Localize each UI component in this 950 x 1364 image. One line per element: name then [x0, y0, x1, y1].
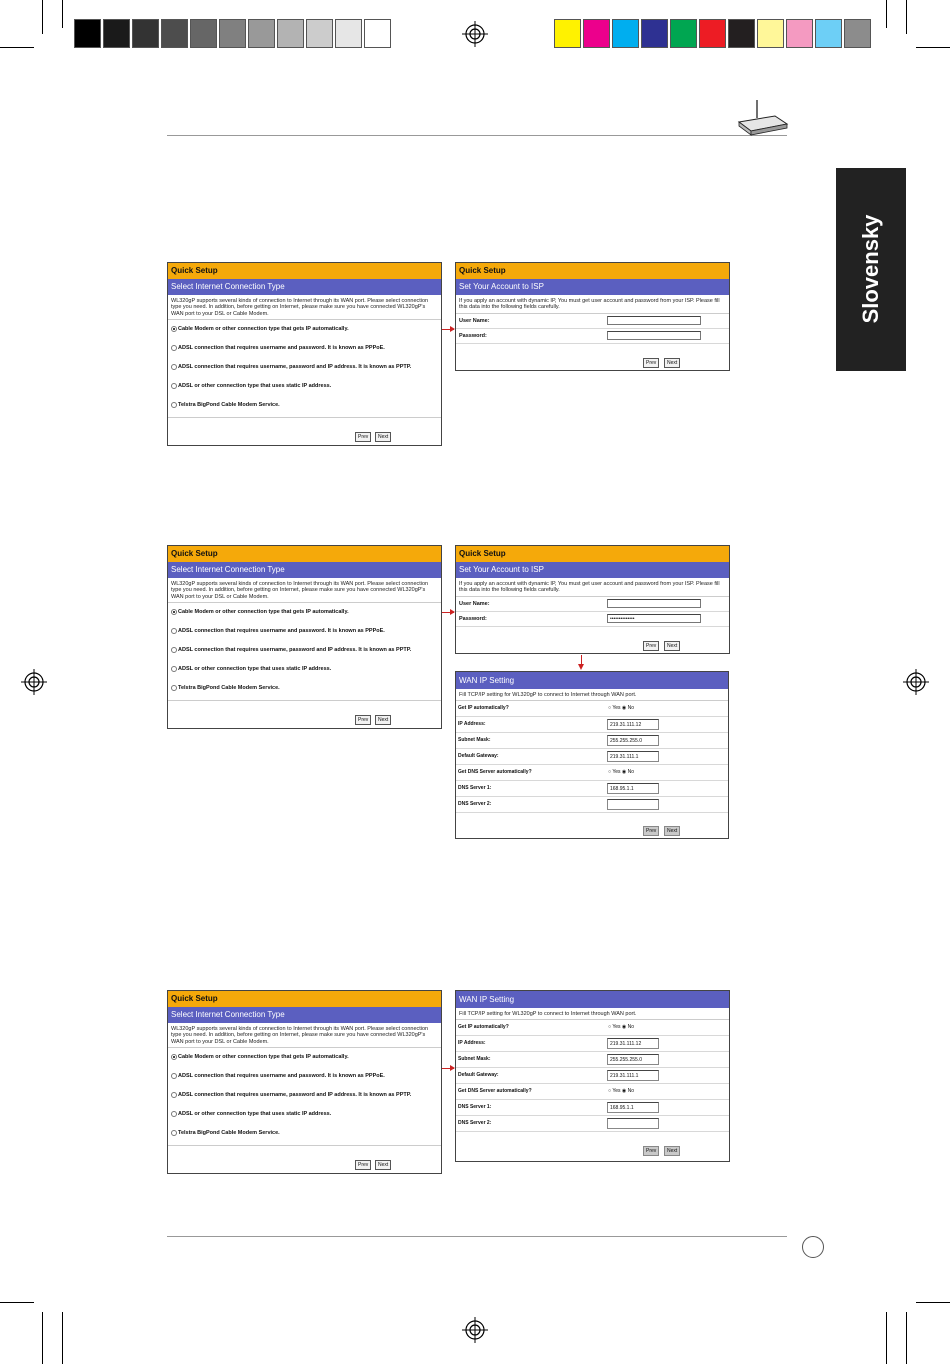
user-name-label: User Name: [459, 600, 490, 607]
color-swatch [306, 19, 333, 48]
next-button[interactable]: Next [375, 432, 391, 442]
registration-mark-icon [903, 669, 929, 695]
get-dns-radio[interactable]: ○ Yes ◉ No [608, 769, 635, 776]
get-ip-radio[interactable]: ○ Yes ◉ No [608, 1024, 635, 1031]
header-rule [167, 135, 787, 136]
dns1-input[interactable]: 168.95.1.1 [607, 783, 659, 794]
subnet-mask-input[interactable]: 255.255.255.0 [607, 735, 659, 746]
next-button[interactable]: Next [664, 641, 680, 651]
ip-label: IP Address: [458, 1040, 486, 1047]
get-dns-label: Get DNS Server automatically? [458, 769, 532, 776]
ip-address-input[interactable]: 219.31.111.12 [607, 719, 659, 730]
color-swatch [248, 19, 275, 48]
panel-title: WAN IP Setting [456, 991, 729, 1008]
panel-description: WL320gP supports several kinds of connection to Internet through its WAN port. Please select connection type you need. In addition, before getting on Internet, please make sure you have connected WL320gP's WAN port to your DSL or Cable Modem. [168, 1023, 441, 1048]
registration-mark-icon [462, 1317, 488, 1343]
option-static-ip[interactable]: ADSL or other connection type that uses static IP address. [168, 1105, 441, 1124]
color-swatch [103, 19, 130, 48]
panel-description: WL320gP supports several kinds of connection to Internet through its WAN port. Please select connection type you need. In addition, before getting on Internet, please make sure you have connected WL320gP's WAN port to your DSL or Cable Modem. [168, 578, 441, 603]
color-swatch [641, 19, 668, 48]
dns2-label: DNS Server 2: [458, 1120, 492, 1127]
yes-label: Yes [612, 769, 621, 776]
footer-rule [167, 1236, 787, 1237]
dns2-input[interactable] [607, 799, 659, 810]
no-label: No [627, 769, 635, 776]
prev-button[interactable]: Prev [355, 1160, 371, 1170]
password-input[interactable] [607, 331, 701, 340]
option-static-ip[interactable]: ADSL or other connection type that uses static IP address. [168, 660, 441, 679]
option-pppoe[interactable]: ADSL connection that requires username and password. It is known as PPPoE. [168, 1067, 441, 1086]
prev-button[interactable]: Prev [643, 641, 659, 651]
color-swatch [786, 19, 813, 48]
isp-account-panel [455, 545, 730, 654]
no-label: No [627, 705, 635, 712]
get-dns-label: Get DNS Server automatically? [458, 1088, 532, 1095]
panel-description: If you apply an account with dynamic IP, You must get user account and password from your ISP. Please fill this data into the following fields carefully. [456, 295, 729, 314]
yes-label: Yes [612, 1088, 621, 1095]
user-name-input[interactable] [607, 599, 701, 608]
prev-button[interactable]: Prev [355, 432, 371, 442]
prev-button[interactable]: Prev [355, 715, 371, 725]
color-swatch [815, 19, 842, 48]
wan-ip-panel [455, 671, 729, 839]
mask-label: Subnet Mask: [458, 1056, 491, 1063]
next-button[interactable]: Next [375, 715, 391, 725]
router-icon [735, 98, 789, 138]
next-button[interactable]: Next [375, 1160, 391, 1170]
panel-title: Quick Setup [456, 263, 729, 279]
gateway-label: Default Gateway: [458, 1072, 499, 1079]
page-number-circle [802, 1236, 824, 1258]
user-name-label: User Name: [459, 317, 490, 324]
panel-description: Fill TCP/IP setting for WL320gP to connect to Internet through WAN port. [456, 689, 728, 701]
next-button[interactable]: Next [664, 826, 680, 836]
arrow-icon [442, 329, 454, 330]
option-static-ip[interactable]: ADSL or other connection type that uses static IP address. [168, 377, 441, 396]
color-swatch [277, 19, 304, 48]
mask-label: Subnet Mask: [458, 737, 491, 744]
password-label: Password: [459, 332, 487, 339]
dns2-label: DNS Server 2: [458, 801, 492, 808]
subnet-mask-input[interactable]: 255.255.255.0 [607, 1054, 659, 1065]
user-name-input[interactable] [607, 316, 701, 325]
color-swatch [132, 19, 159, 48]
dns1-input[interactable]: 168.95.1.1 [607, 1102, 659, 1113]
panel-title: Quick Setup [168, 546, 441, 562]
panel-title: WAN IP Setting [456, 672, 728, 689]
option-pptp[interactable]: ADSL connection that requires username, password and IP address. It is known as PPTP. [168, 1086, 441, 1105]
option-pptp[interactable]: ADSL connection that requires username, password and IP address. It is known as PPTP. [168, 641, 441, 660]
option-pptp[interactable]: ADSL connection that requires username, password and IP address. It is known as PPTP. [168, 358, 441, 377]
registration-mark-icon [462, 21, 488, 47]
panel-subtitle: Select Internet Connection Type [168, 1007, 441, 1023]
prev-button[interactable]: Prev [643, 1146, 659, 1156]
yes-label: Yes [612, 1024, 621, 1031]
ip-address-input[interactable]: 219.31.111.12 [607, 1038, 659, 1049]
color-swatch [844, 19, 871, 48]
next-button[interactable]: Next [664, 358, 680, 368]
connection-type-panel [167, 262, 442, 446]
isp-account-panel [455, 262, 730, 371]
option-cable-modem[interactable]: Cable Modem or other connection type that gets IP automatically. [168, 320, 441, 339]
color-swatch [161, 19, 188, 48]
color-swatch [728, 19, 755, 48]
panel-subtitle: Set Your Account to ISP [456, 562, 729, 578]
option-bigpond[interactable]: Telstra BigPond Cable Modem Service. [168, 1124, 441, 1143]
connection-type-panel [167, 990, 442, 1174]
prev-button[interactable]: Prev [643, 826, 659, 836]
registration-mark-icon [21, 669, 47, 695]
yes-label: Yes [612, 705, 621, 712]
panel-subtitle: Select Internet Connection Type [168, 279, 441, 295]
language-tab [836, 168, 906, 371]
panel-subtitle: Set Your Account to ISP [456, 279, 729, 295]
dns1-label: DNS Server 1: [458, 1104, 492, 1111]
option-bigpond[interactable]: Telstra BigPond Cable Modem Service. [168, 679, 441, 698]
get-dns-radio[interactable]: ○ Yes ◉ No [608, 1088, 635, 1095]
get-ip-radio[interactable]: ○ Yes ◉ No [608, 705, 635, 712]
password-input[interactable]: •••••••••••••• [607, 614, 701, 623]
option-cable-modem[interactable]: Cable Modem or other connection type that gets IP automatically. [168, 603, 441, 622]
color-swatch [335, 19, 362, 48]
gateway-input[interactable]: 219.31.111.1 [607, 1070, 659, 1081]
dns2-input[interactable] [607, 1118, 659, 1129]
next-button[interactable]: Next [664, 1146, 680, 1156]
get-ip-label: Get IP automatically? [458, 1024, 509, 1031]
password-label: Password: [459, 615, 487, 622]
panel-description: If you apply an account with dynamic IP, You must get user account and password from your ISP. Please fill this data into the following fields carefully. [456, 578, 729, 597]
language-tab-label: Slovensky [858, 214, 883, 324]
option-pppoe[interactable]: ADSL connection that requires username and password. It is known as PPPoE. [168, 339, 441, 358]
color-swatch [612, 19, 639, 48]
option-cable-modem[interactable]: Cable Modem or other connection type that gets IP automatically. [168, 1048, 441, 1067]
color-swatch [219, 19, 246, 48]
gateway-input[interactable]: 219.31.111.1 [607, 751, 659, 762]
no-label: No [627, 1024, 635, 1031]
color-swatch [74, 19, 101, 48]
dns1-label: DNS Server 1: [458, 785, 492, 792]
panel-subtitle: Select Internet Connection Type [168, 562, 441, 578]
wan-ip-panel [455, 990, 730, 1162]
arrow-icon [442, 612, 454, 613]
connection-type-panel [167, 545, 442, 729]
option-bigpond[interactable]: Telstra BigPond Cable Modem Service. [168, 396, 441, 415]
color-swatch [364, 19, 391, 48]
color-swatch [670, 19, 697, 48]
panel-description: WL320gP supports several kinds of connection to Internet through its WAN port. Please select connection type you need. In addition, before getting on Internet, please make sure you have connected WL320gP's WAN port to your DSL or Cable Modem. [168, 295, 441, 320]
arrow-icon [442, 1068, 454, 1069]
panel-title: Quick Setup [456, 546, 729, 562]
get-ip-label: Get IP automatically? [458, 705, 509, 712]
color-swatch [190, 19, 217, 48]
no-label: No [627, 1088, 635, 1095]
prev-button[interactable]: Prev [643, 358, 659, 368]
color-swatch [583, 19, 610, 48]
color-swatch [699, 19, 726, 48]
ip-label: IP Address: [458, 721, 486, 728]
panel-description: Fill TCP/IP setting for WL320gP to connect to Internet through WAN port. [456, 1008, 729, 1020]
panel-title: Quick Setup [168, 263, 441, 279]
option-pppoe[interactable]: ADSL connection that requires username and password. It is known as PPPoE. [168, 622, 441, 641]
gateway-label: Default Gateway: [458, 753, 499, 760]
color-swatch [757, 19, 784, 48]
color-swatch [554, 19, 581, 48]
panel-title: Quick Setup [168, 991, 441, 1007]
